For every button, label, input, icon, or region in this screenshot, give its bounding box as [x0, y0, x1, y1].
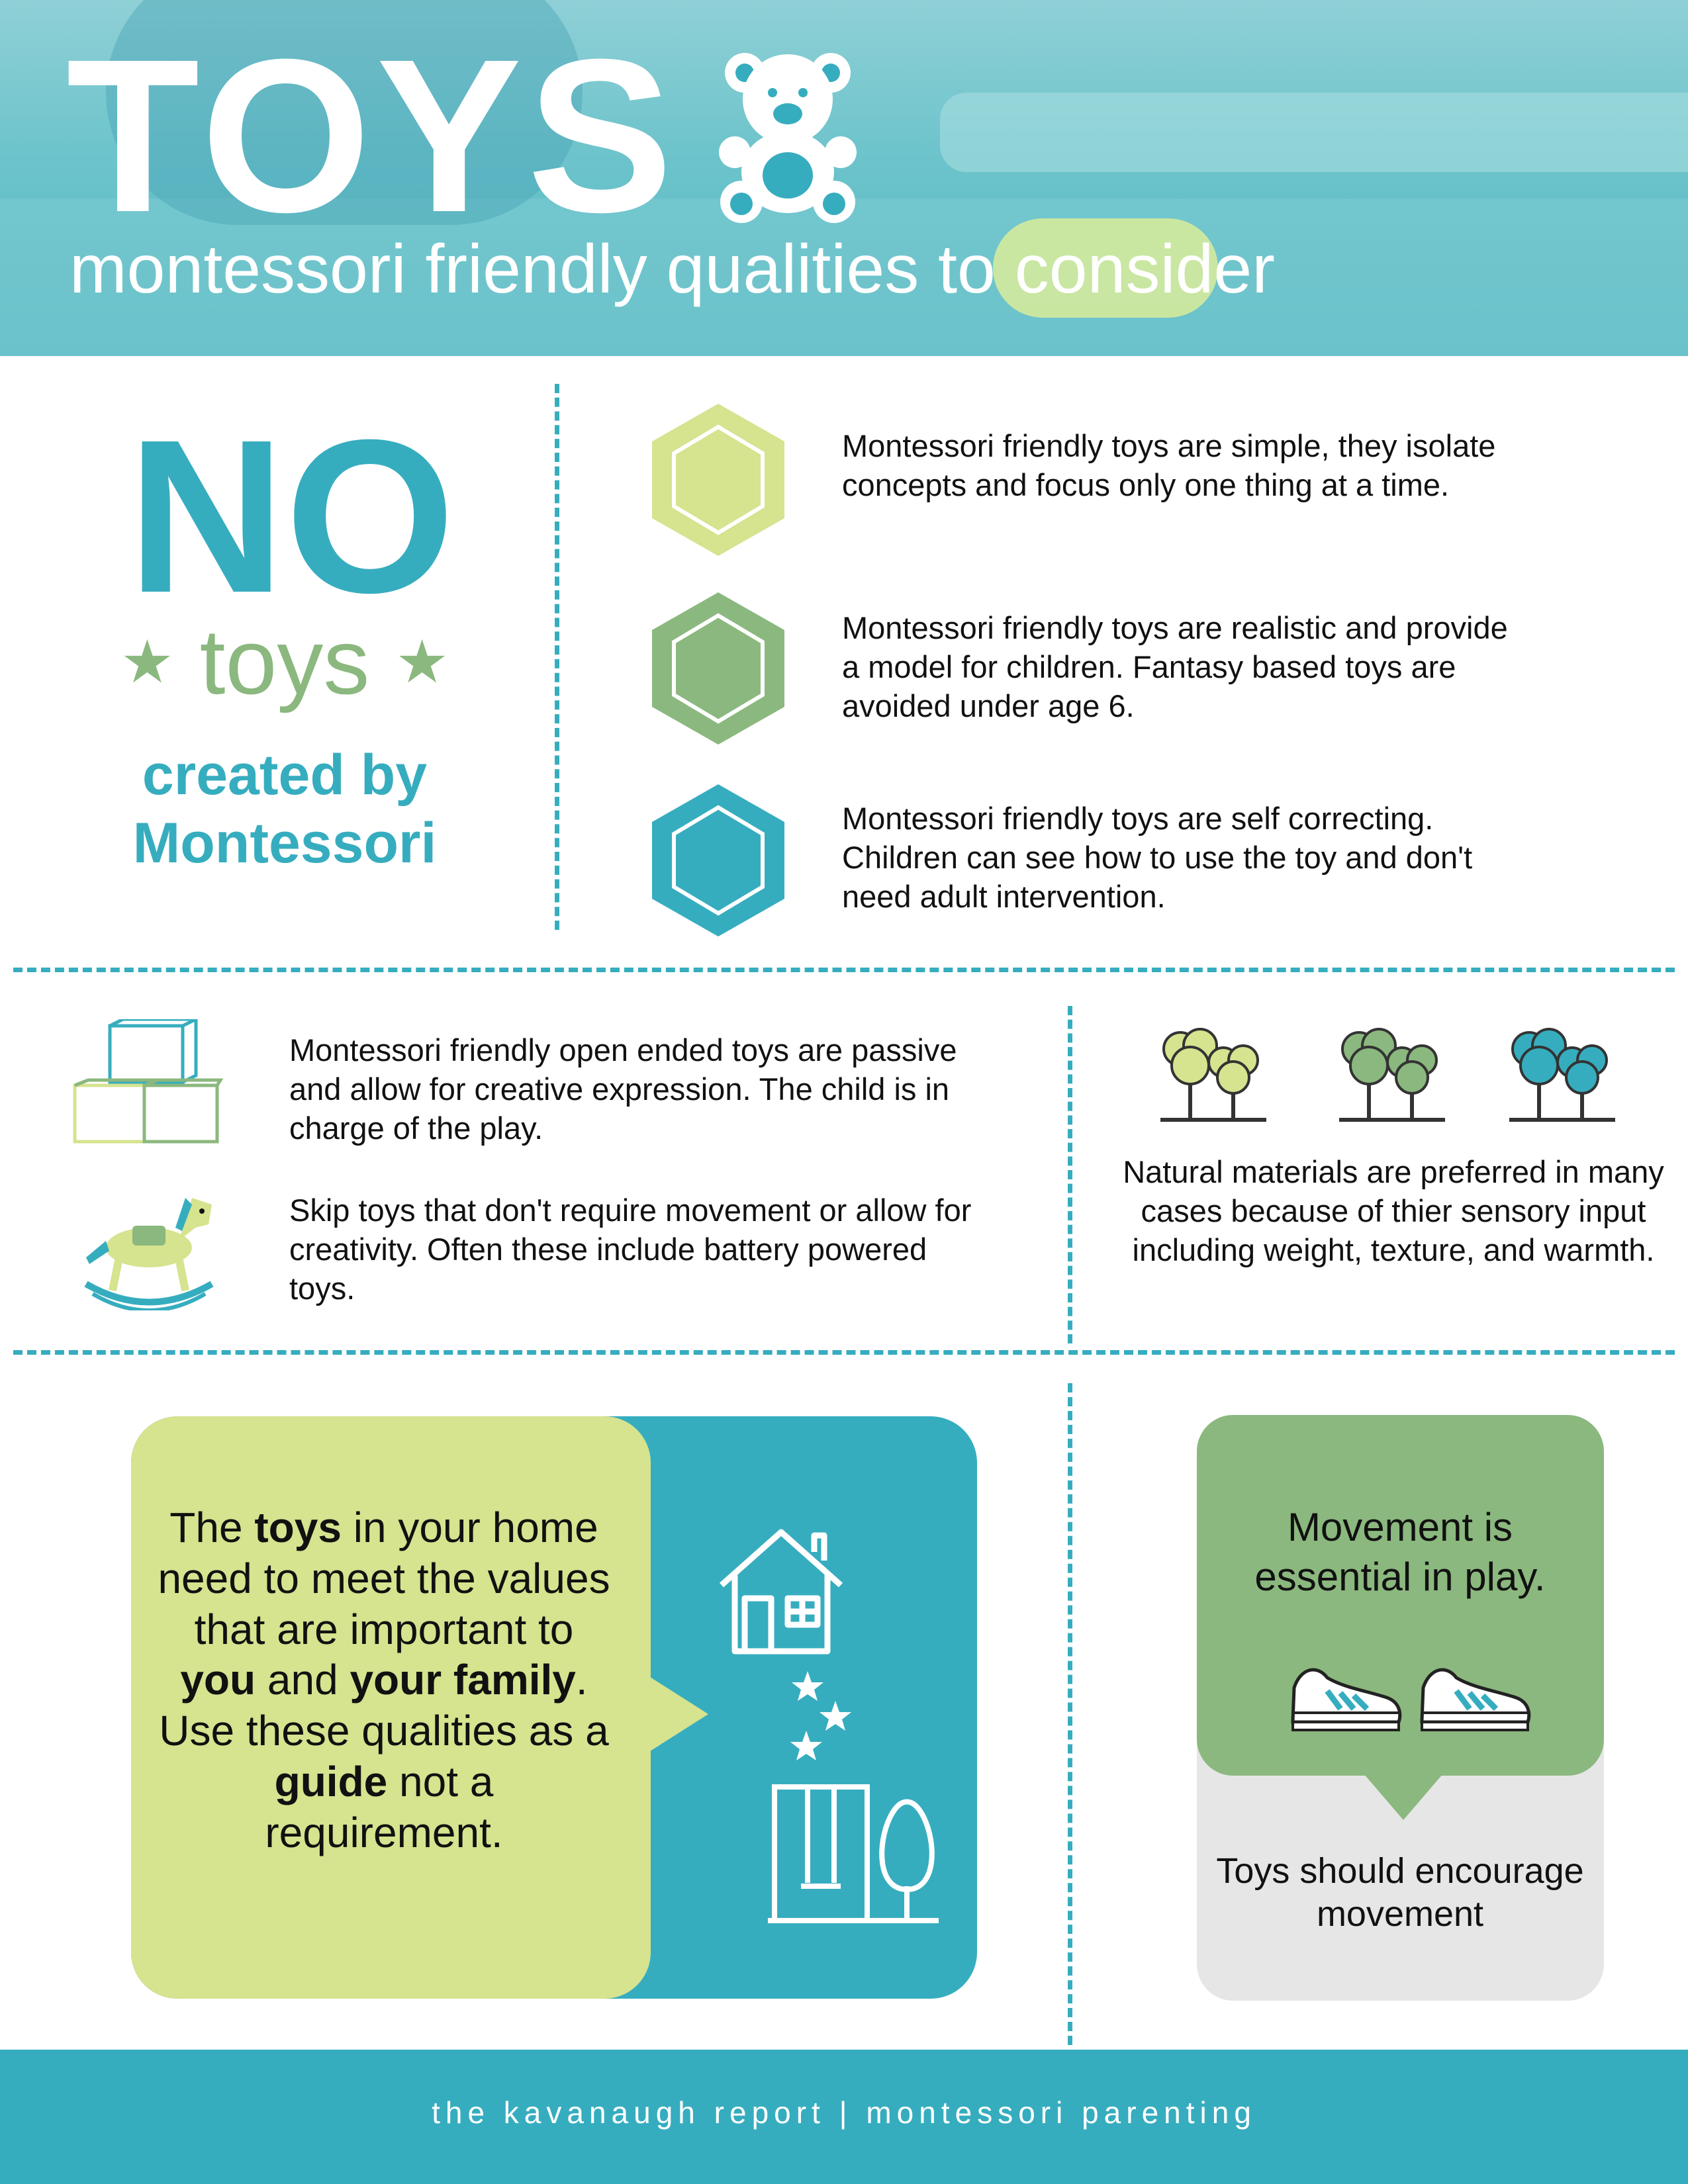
trees-icon-green — [1336, 1019, 1448, 1125]
divider-horizontal-1 — [13, 968, 1675, 972]
stars-icon — [788, 1668, 861, 1767]
no-toys-row — [106, 610, 463, 713]
trees-icon-teal — [1506, 1019, 1618, 1125]
quality-self-correcting: Montessori friendly toys are self correcting. Children can see how to use the toy and don't need adult intervention. — [842, 801, 1473, 914]
sneaker-icon — [1417, 1661, 1532, 1734]
blocks-icon — [71, 1019, 224, 1145]
movement-card-bubble-tail — [1364, 1774, 1443, 1820]
values-text: The toys in your home need to meet the values that are important to you and your family. Use these qualities as a guide not a requirement. — [158, 1504, 610, 1856]
natural-materials-text: Natural materials are preferred in many cases because of thier sensory input including weight, texture, and warmth. — [1123, 1154, 1664, 1267]
quality-realistic: Montessori friendly toys are realistic and provide a model for children. Fantasy based toys are avoided under age 6. — [842, 610, 1508, 723]
header-banner — [0, 0, 1688, 356]
page-subtitle: montessori friendly qualities to consider — [70, 231, 1275, 308]
values-card-bubble-tail — [635, 1668, 708, 1760]
page-title: TOYS — [66, 13, 679, 257]
trees-icon-lime — [1157, 1019, 1270, 1125]
sneaker-icon — [1288, 1661, 1403, 1734]
movement-title: Movement is essential in play. — [1254, 1505, 1546, 1599]
open-ended-text: Montessori friendly open ended toys are passive and allow for creative expression. The child is in charge of the play. — [289, 1032, 957, 1146]
footer-credit: the kavanaugh report | montessori parenting — [432, 2095, 1256, 2130]
hexagon-icon-simple — [649, 400, 788, 559]
quality-simple: Montessori friendly toys are simple, they isolate concepts and focus only one thing at a time. — [842, 428, 1496, 502]
created-by-montessori — [79, 741, 490, 878]
rocking-horse-icon — [79, 1178, 218, 1310]
house-icon — [715, 1522, 847, 1655]
skip-toys-text: Skip toys that don't require movement or allow for creativity. Often these include battery powered toys. — [289, 1193, 972, 1306]
movement-subtitle: Toys should encourage movement — [1216, 1851, 1584, 1934]
hexagon-icon-realistic — [649, 589, 788, 748]
star-icon: ★ — [120, 629, 174, 696]
header-photo-rug — [940, 93, 1688, 172]
toys-word: toys — [199, 610, 370, 713]
divider-vertical-top — [555, 384, 559, 930]
hexagon-icon-self-correcting — [649, 781, 788, 940]
teddy-bear-icon — [712, 46, 864, 225]
no-heading: NO — [127, 394, 455, 638]
montessori-line: Montessori — [132, 811, 437, 876]
playground-swing-tree-icon — [768, 1780, 940, 1926]
star-icon: ★ — [395, 629, 449, 696]
divider-horizontal-2 — [13, 1350, 1675, 1355]
divider-vertical-middle — [1068, 1006, 1072, 1343]
divider-vertical-bottom — [1068, 1383, 1072, 2045]
created-by-line: created by — [142, 743, 428, 807]
